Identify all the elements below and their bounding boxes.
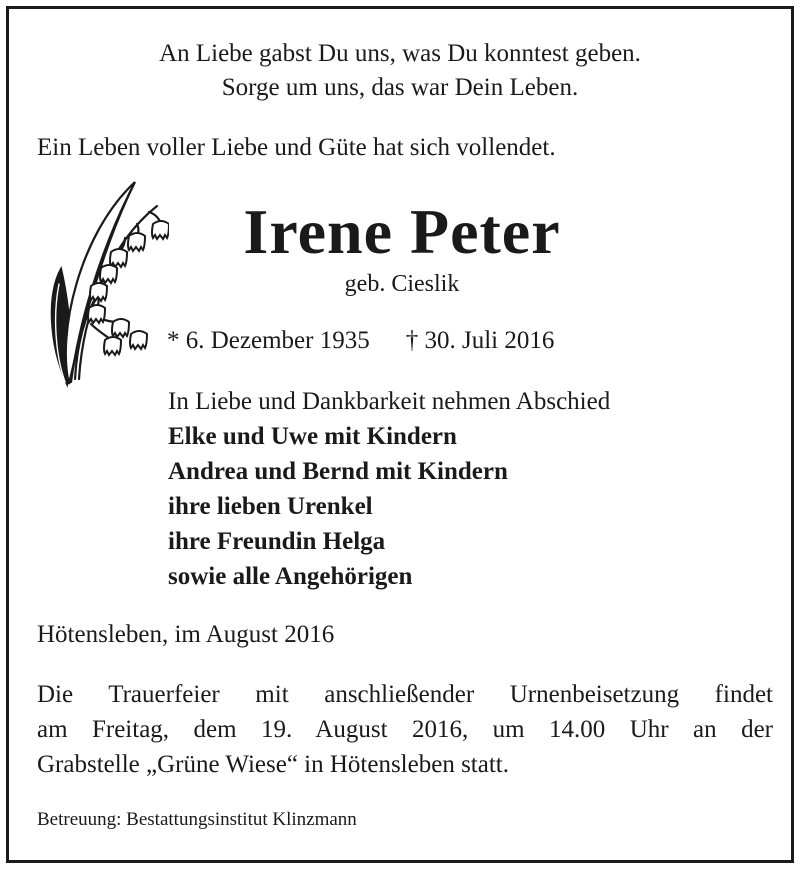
death-date: † 30. Juli 2016	[405, 327, 555, 354]
life-dates	[167, 327, 554, 355]
mourner-name: sowie alle Angehörigen	[168, 563, 413, 590]
poem-line-1: An Liebe gabst Du uns, was Du konntest geben.	[159, 40, 641, 67]
poem-line-2: Sorge um uns, das war Dein Leben.	[221, 74, 579, 101]
funeral-service-notice	[37, 677, 773, 782]
place-date: Hötensleben, im August 2016	[37, 621, 335, 648]
deceased-name: Irene Peter	[243, 196, 561, 267]
mourners	[168, 384, 610, 594]
service-line-3: Grabstelle „Grüne Wiese“ in Hötensleben statt.	[37, 751, 509, 778]
mourners-intro: In Liebe und Dankbarkeit nehmen Abschied	[168, 388, 611, 415]
undertaker-credit: Betreuung: Bestattungsinstitut Klinzmann	[37, 809, 357, 830]
lily-of-the-valley-icon	[39, 174, 169, 389]
birth-date: * 6. Dezember 1935	[167, 327, 370, 354]
mourner-name: ihre Freundin Helga	[168, 528, 386, 555]
service-line-2: am Freitag, dem 19. August 2016, um 14.00 Uhr an der	[37, 716, 773, 743]
obituary-frame	[6, 6, 794, 863]
maiden-name: geb. Cieslik	[344, 271, 460, 297]
motto: Ein Leben voller Liebe und Güte hat sich vollendet.	[37, 134, 556, 161]
mourner-name: ihre lieben Urenkel	[168, 493, 373, 520]
poem	[9, 37, 791, 105]
mourner-name: Elke und Uwe mit Kindern	[168, 423, 457, 450]
mourner-name: Andrea und Bernd mit Kindern	[168, 458, 508, 485]
service-line-1: Die Trauerfeier mit anschließender Urnenbeisetzung findet	[37, 681, 773, 708]
